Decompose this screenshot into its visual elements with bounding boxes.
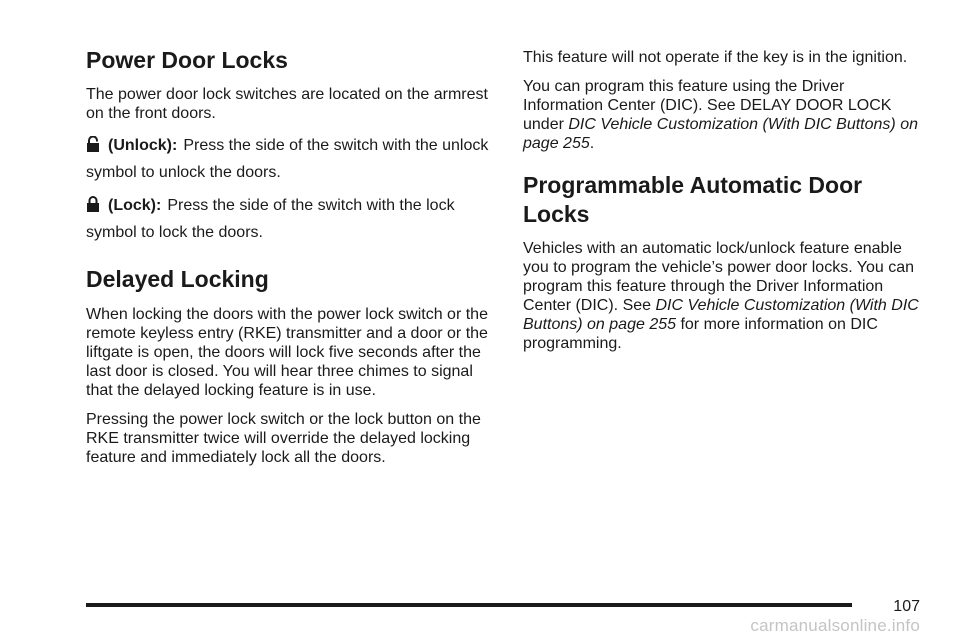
program-dic-paragraph: [523, 77, 923, 153]
unlock-symbol-icon: [86, 135, 100, 160]
programmable-reference: DIC Vehicle Customization (With DIC Buttons) on page 255: [523, 297, 919, 333]
unlock-paragraph: [86, 133, 494, 185]
dic-customization-reference: DIC Vehicle Customization (With DIC Buttons) on page 255: [523, 116, 918, 152]
delayed-paragraph-1: When locking the doors with the power lock switch or the remote keyless entry (RKE) transmitter and a door or the liftgate is open, the doors will lock five seconds after the last door is closed. You will hear three chimes to signal that the delayed locking feature is in use.: [86, 306, 488, 399]
intro-paragraph: The power door lock switches are located on the armrest on the front doors.: [86, 86, 488, 122]
programmable-paragraph: [523, 239, 923, 353]
programmable-end: for more information on DIC programming.: [523, 316, 878, 352]
page-number: 107: [893, 598, 920, 615]
watermark: carmanualsonline.info: [750, 616, 920, 635]
program-dic-end: .: [589, 135, 595, 152]
unlock-label: (Unlock):: [108, 137, 178, 154]
left-column: [86, 40, 494, 477]
programmable-text: Vehicles with an automatic lock/unlock feature enable you to program the vehicle’s power door locks. You can program this feature through the Driver Information Center (DIC). See: [523, 240, 915, 314]
power-door-locks-heading: Power Door Locks: [86, 47, 288, 73]
right-column: [523, 40, 923, 363]
lock-symbol-icon: [86, 195, 100, 220]
key-ignition-paragraph: This feature will not operate if the key is in the ignition.: [523, 49, 908, 66]
delayed-locking-heading: Delayed Locking: [86, 266, 269, 292]
programmable-locks-heading: Programmable Automatic Door Locks: [523, 172, 863, 227]
program-dic-text: You can program this feature using the Driver Information Center (DIC). See DELAY DOOR LOCK under: [523, 78, 892, 133]
lock-label: (Lock):: [108, 197, 162, 214]
lock-text: Press the side of the switch with the lock symbol to lock the doors.: [86, 197, 455, 241]
footer-rule: [86, 603, 852, 607]
delayed-paragraph-2: Pressing the power lock switch or the lock button on the RKE transmitter twice will override the delayed locking feature and immediately lock all the doors.: [86, 411, 481, 466]
unlock-text: Press the side of the switch with the unlock symbol to unlock the doors.: [86, 137, 489, 181]
lock-paragraph: [86, 193, 494, 245]
